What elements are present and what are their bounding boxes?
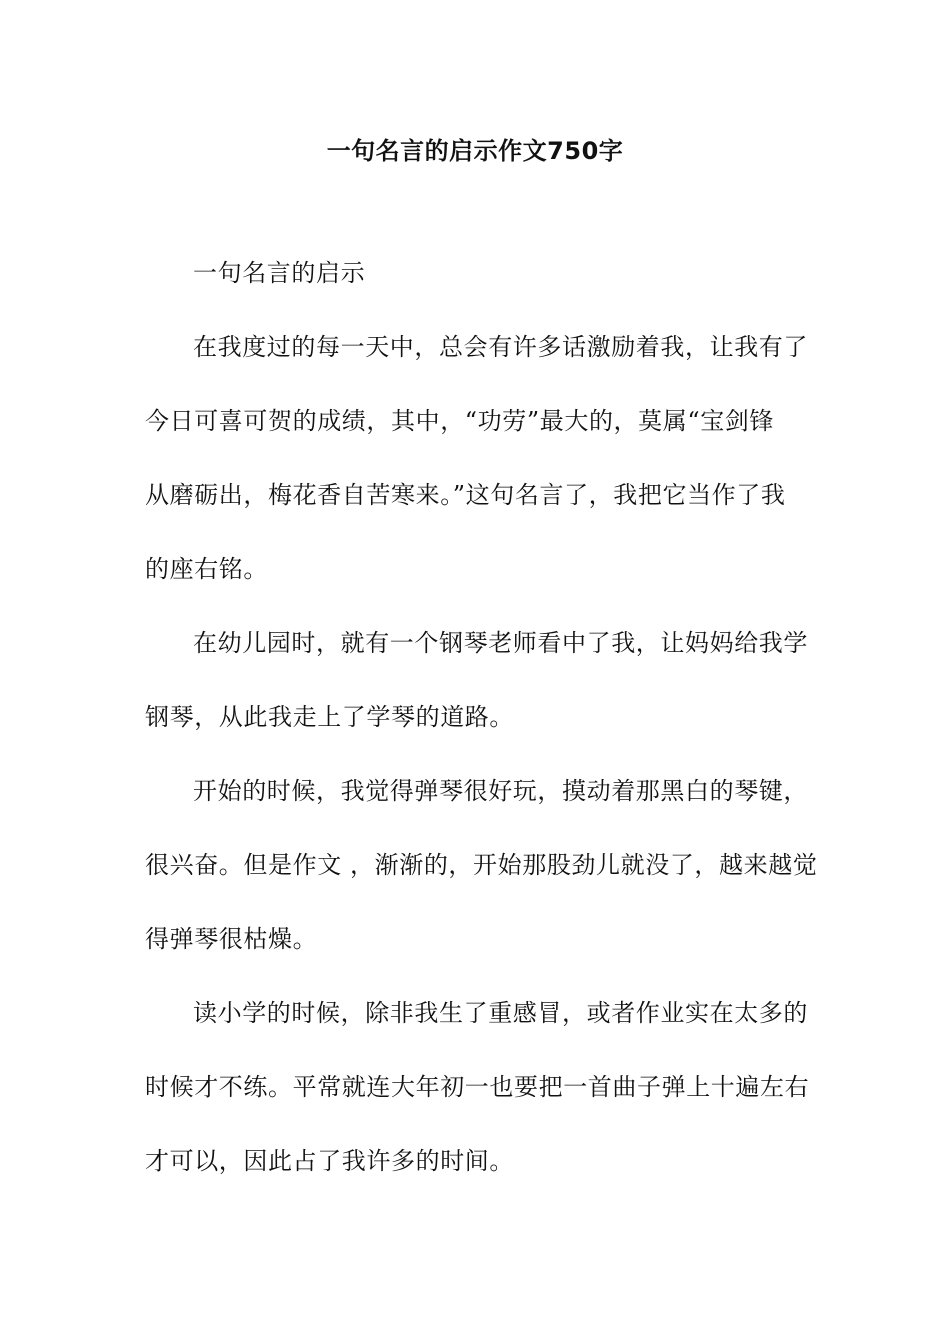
paragraph-line: 时候才不练。平常就连大年初一也要把一首曲子弹上十遍左右 [145,1073,810,1101]
paragraph-line: 从磨砺出，梅花香自苦寒来。”这句名言了，我把它当作了我 [145,481,786,509]
paragraph-line: 钢琴，从此我走上了学琴的道路。 [145,703,514,731]
paragraph-2 [145,625,807,736]
paragraph-3 [145,773,818,958]
paragraph-line: 在我度过的每一天中，总会有许多话激励着我，让我有了 [193,333,808,361]
subtitle: 一句名言的启示 [193,259,366,287]
paragraph-line: 的座右铭。 [145,555,268,583]
paragraph-line: 读小学的时候，除非我生了重感冒，或者作业实在太多的 [193,999,808,1027]
paragraph-1 [145,329,807,588]
paragraph-line: 才可以，因此占了我许多的时间。 [145,1147,514,1175]
document-body [145,255,818,1217]
paragraph-4 [145,995,810,1180]
paragraph-line: 在幼儿园时，就有一个钢琴老师看中了我，让妈妈给我学 [193,629,808,657]
paragraph-line: 开始的时候，我觉得弹琴很好玩，摸动着那黑白的琴键， [193,777,808,805]
paragraph-line: 得弹琴很枯燥。 [145,925,318,953]
paragraph-line: 很兴奋。但是作文 ，渐渐的，开始那股劲儿就没了，越来越觉 [145,851,818,879]
document-title: 一句名言的启示作文750字 [326,137,624,165]
paragraph-line: 今日可喜可贺的成绩，其中，“功劳”最大的，莫属“宝剑锋 [145,407,775,435]
